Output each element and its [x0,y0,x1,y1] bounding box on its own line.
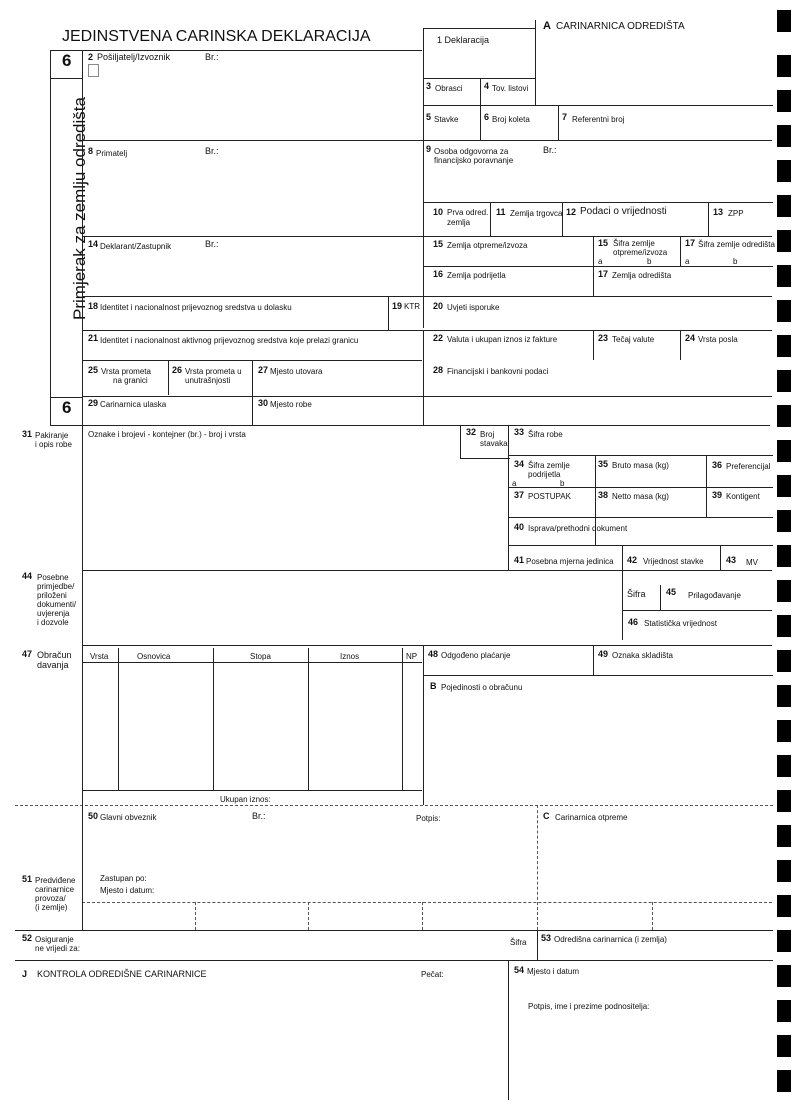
field-42-label: Vrijednost stavke [643,557,704,566]
field-38-number: 38 [598,490,609,500]
rule-v [720,545,721,570]
rule-v [535,20,536,105]
rule [82,330,772,331]
zastupan-label: Zastupan po: [100,874,147,883]
field-15b-number: 15 [598,238,609,248]
field-1-label: 1 Deklaracija [437,35,490,45]
rule [82,570,772,571]
rule [423,28,535,29]
field-24-number: 24 [685,333,696,343]
field-39-label: Kontigent [726,492,760,501]
field-19-number: 19 [392,301,403,311]
field-9-label-a: Osoba odgovorna za [434,147,509,156]
rule-v [537,930,538,960]
rule-v [508,960,509,1100]
rule [15,960,773,961]
rule [622,610,772,611]
rule-v [593,645,594,675]
field-33-number: 33 [514,427,525,437]
field-17-label: Zemlja odredišta [612,271,672,280]
scan-marker [777,685,791,707]
dashed-rule-v [652,902,653,930]
ukupan-iznos-label: Ukupan iznos: [220,795,271,804]
rule-v [252,360,253,425]
field-9-label-b: financijsko poravnanje [434,156,514,165]
scan-marker [777,160,791,182]
rule-v [593,266,594,296]
rule-v [308,648,309,790]
field-29-number: 29 [88,398,99,408]
field-51-label-a: Predviđene [35,876,76,885]
field-50-number: 50 [88,811,99,821]
field-53-number: 53 [541,933,552,943]
field-20-number: 20 [433,301,444,311]
field-15b-label-b: otpreme/izvoza [613,248,668,257]
field-5-label: Stavke [434,115,459,124]
sub-b: b [560,479,565,488]
field-47-label-b: davanja [37,660,69,670]
scan-marker [777,475,791,497]
dashed-rule-v [537,805,538,905]
rule-v [660,585,661,610]
scan-marker [777,370,791,392]
rule [423,78,535,79]
field-14-br: Br.: [205,239,219,249]
field-41-label: Posebna mjerna jedinica [526,557,614,566]
field-27-number: 27 [258,365,269,375]
box-a-label: CARINARNICA ODREDIŠTA [556,21,685,32]
field-51-number: 51 [22,874,33,884]
scan-marker [777,790,791,812]
rule [82,140,772,141]
scan-marker [777,580,791,602]
field-36-label: Preferencijal [726,462,771,471]
scan-marker [777,1070,791,1092]
field-37-number: 37 [514,490,525,500]
field-20-label: Uvjeti isporuke [447,303,500,312]
field-51-label-c: provoza/ [35,894,66,903]
rule-v [82,805,83,930]
field-44-number: 44 [22,571,33,581]
field-c-letter: C [543,811,550,821]
dashed-rule-v [195,902,196,930]
field-8-label: Primatelj [96,149,128,158]
field-46-label: Statistička vrijednost [644,619,717,628]
dashed-rule-v [537,902,538,930]
rule-v [480,78,481,140]
field-22-number: 22 [433,333,444,343]
rule-v [558,105,559,140]
field-44-label-d: dokumenti/ [37,600,77,609]
mid-frame [423,28,424,328]
rule [82,296,772,297]
field-2-number: 2 [88,52,94,62]
field-44-label-f: i dozvole [37,618,69,627]
field-16-label: Zemlja podrijetla [447,271,506,280]
field-18-label: Identitet i nacionalnost prijevoznog sredstva u dolasku [100,303,292,312]
field-10-number: 10 [433,207,444,217]
field-28-label: Financijski i bankovni podaci [447,367,549,376]
field-28-number: 28 [433,365,444,375]
field-44-label-b: primjedbe/ [37,582,75,591]
scan-marker [777,405,791,427]
field-12-number: 12 [566,207,577,217]
rule [50,50,422,51]
mjesto-datum-label: Mjesto i datum: [100,886,155,895]
field-34-number: 34 [514,459,525,469]
scan-marker [777,545,791,567]
rule [423,202,773,203]
field-17-number: 17 [598,269,609,279]
scan-marker [777,930,791,952]
rule-v [708,202,709,236]
field-14-number: 14 [88,239,99,249]
field-31-number: 31 [22,429,33,439]
field-54-signature-label: Potpis, ime i prezime podnositelja: [528,1002,650,1011]
scan-marker [777,195,791,217]
field-32-label-b: stavaka [480,439,508,448]
field-50-br: Br.: [252,811,266,821]
col-vrsta: Vrsta [90,652,109,661]
field-29-label: Carinarnica ulaska [100,400,167,409]
scan-marker [777,860,791,882]
field-26-label-a: Vrsta prometa u [185,367,242,376]
field-40-label: Isprava/prethodni dokument [528,524,628,533]
field-43-label: MV [746,558,758,567]
copy-number-bottom: 6 [62,398,72,417]
sub-a: a [685,257,690,266]
field-5-number: 5 [426,112,432,122]
rule-v [168,360,169,395]
scan-marker [777,1035,791,1057]
pecat-label: Pečat: [421,970,444,979]
field-14-label: Deklarant/Zastupnik [100,242,172,251]
field-15-label: Zemlja otpreme/izvoza [447,241,528,250]
field-33-label: Šifra robe [528,430,563,439]
field-26-label-b: unutrašnjosti [185,376,231,385]
scan-marker [777,55,791,77]
field-23-number: 23 [598,333,609,343]
rule-v [423,330,424,425]
field-44-label-e: uvjerenja [37,609,70,618]
field-53-label: Odredišna carinarnica (i zemlja) [554,935,667,944]
field-34-label-b: podrijetla [528,470,561,479]
field-25-label-b: na granici [113,376,148,385]
field-23-label: Tečaj valute [612,335,655,344]
scan-marker [777,720,791,742]
scan-marker [777,615,791,637]
field-24-label: Vrsta posla [698,335,738,344]
field-34-label-a: Šifra zemlje [528,461,570,470]
rule [50,397,82,398]
field-31-label-c: Oznake i brojevi - kontejner (br.) - broj i vrsta [88,430,246,439]
rule-v [388,296,389,330]
field-52-label-a: Osiguranje [35,935,74,944]
field-32-label-a: Broj [480,430,495,439]
rule [82,396,772,397]
box-a-letter: A [543,20,551,32]
rule-v [460,425,461,458]
rule-v [213,648,214,790]
scan-marker [777,650,791,672]
rule-v [680,236,681,266]
field-12-label: Podaci o vrijednosti [580,206,667,217]
dashed-rule-v [422,902,423,930]
scan-marker [777,510,791,532]
rule-v [402,648,403,790]
rule [423,266,773,267]
field-52-number: 52 [22,933,33,943]
field-15-number: 15 [433,239,444,249]
rule [423,675,773,676]
sifra-label-2: Šifra [510,938,527,947]
scan-marker [777,965,791,987]
sub-b: b [733,257,738,266]
field-2-br: Br.: [205,52,219,62]
field-19-label: KTR [404,302,420,311]
col-np: NP [406,652,418,661]
field-54-label: Mjesto i datum [527,967,580,976]
field-48-number: 48 [428,649,439,659]
field-36-number: 36 [712,460,723,470]
field-c-label: Carinarnica otpreme [555,813,628,822]
field-10-label-b: zemlja [447,218,471,227]
field-30-label: Mjesto robe [270,400,312,409]
field-25-label-a: Vrsta prometa [101,367,151,376]
rule [82,236,772,237]
field-4-number: 4 [484,81,490,91]
field-44-label-a: Posebne [37,573,69,582]
field-52-label-b: ne vrijedi za: [35,944,80,953]
checkbox[interactable] [88,64,99,77]
field-54-number: 54 [514,965,525,975]
rule [15,930,773,931]
field-35-number: 35 [598,459,609,469]
field-j-label: KONTROLA ODREDIŠNE CARINARNICE [37,969,207,979]
rule [508,517,773,518]
field-47-label-a: Obračun [37,650,72,660]
field-9-br: Br.: [543,145,557,155]
field-50-label: Glavni obveznik [100,813,157,822]
left-outer [50,50,51,425]
scan-marker [777,335,791,357]
field-11-number: 11 [496,207,506,217]
dashed-rule [82,902,772,903]
rule-v [508,425,509,570]
rule [460,458,510,459]
field-17b-number: 17 [685,238,696,248]
field-9-number: 9 [426,144,432,154]
field-51-label-b: carinarnice [35,885,75,894]
field-45-label: Prilagođavanje [688,591,741,600]
field-3-label: Obrasci [435,84,463,93]
rule [423,105,773,106]
rule [82,645,772,646]
scan-marker [777,895,791,917]
potpis-label: Potpis: [416,814,441,823]
rule [508,455,773,456]
field-39-number: 39 [712,490,723,500]
field-32-number: 32 [466,427,477,437]
scan-marker [777,1000,791,1022]
field-21-label: Identitet i nacionalnost aktivnog prijevoznog sredstva koje prelazi granicu [100,336,359,345]
field-6-number: 6 [484,112,490,122]
field-18-number: 18 [88,301,99,311]
field-4-label: Tov. listovi [492,84,529,93]
field-42-number: 42 [627,555,638,565]
field-37-label: POSTUPAK [528,492,571,501]
scan-marker [777,125,791,147]
col-stopa: Stopa [250,652,271,661]
col-osnovica: Osnovica [137,652,171,661]
field-6-label: Broj koleta [492,115,530,124]
scan-marker [777,440,791,462]
field-8-number: 8 [88,146,94,156]
field-45-number: 45 [666,587,677,597]
rule [82,790,422,791]
field-26-number: 26 [172,365,183,375]
field-48-label: Odgođeno plaćanje [441,651,511,660]
field-b-label: Pojedinosti o obračunu [441,683,523,692]
field-27-label: Mjesto utovara [270,367,323,376]
rule-v [680,330,681,360]
scan-marker [777,300,791,322]
col-iznos: Iznos [340,652,360,661]
rule-v [118,648,119,790]
scan-marker [777,10,791,32]
scan-marker [777,230,791,252]
field-40-number: 40 [514,522,525,532]
field-51-label-d: (i zemlje) [35,903,68,912]
field-43-number: 43 [726,555,737,565]
field-2-label: Pošiljatelj/Izvoznik [97,52,171,62]
field-44-label-c: priloženi [37,591,67,600]
field-7-number: 7 [562,112,568,122]
scan-marker [777,265,791,287]
sub-a: a [598,257,603,266]
field-16-number: 16 [433,269,444,279]
field-31-label-b: i opis robe [35,440,72,449]
rule-v [593,330,594,360]
rule-v [622,545,623,640]
sub-b: b [647,257,652,266]
form-title: JEDINSTVENA CARINSKA DEKLARACIJA [62,28,371,45]
field-22-label: Valuta i ukupan iznos iz fakture [447,335,558,344]
field-30-number: 30 [258,398,269,408]
field-25-number: 25 [88,365,99,375]
field-j-letter: J [22,969,28,979]
rule [50,425,770,426]
rule [82,662,422,663]
copy-number: 6 [62,51,72,70]
field-7-label: Referentni broj [572,115,625,124]
field-49-number: 49 [598,649,609,659]
rule-v [423,645,424,805]
sub-a: a [512,479,517,488]
rule-v [593,236,594,266]
field-35-label: Bruto masa (kg) [612,461,669,470]
field-41-number: 41 [514,555,525,565]
field-b-letter: B [430,681,437,691]
rule-v [82,425,83,805]
field-13-number: 13 [713,207,724,217]
dashed-rule [15,805,773,806]
field-11-label: Zemlja trgovca [510,209,563,218]
scan-marker [777,755,791,777]
rule-v [562,202,563,236]
scan-marker [777,90,791,112]
dashed-rule-v [308,902,309,930]
rule-v [490,202,491,236]
field-13-label: ZPP [728,209,744,218]
field-17b-label: Šifra zemlje odredišta [698,240,775,249]
field-31-label-a: Pakiranje [35,431,69,440]
rule [50,78,82,79]
side-title: Primjerak za zemlju odredišta [70,97,89,320]
field-49-label: Oznaka skladišta [612,651,673,660]
field-47-number: 47 [22,649,33,659]
left-frame [82,50,83,425]
sifra-label: Šifra [627,589,646,599]
rule [508,545,773,546]
field-10-label-a: Prva odred. [447,208,489,217]
rule-v [706,455,707,517]
field-38-label: Netto masa (kg) [612,492,669,501]
scan-marker [777,825,791,847]
field-8-br: Br.: [205,146,219,156]
rule [508,487,773,488]
field-15b-label-a: Šifra zemlje [613,239,655,248]
field-21-number: 21 [88,333,99,343]
field-3-number: 3 [426,81,432,91]
field-46-number: 46 [628,617,639,627]
